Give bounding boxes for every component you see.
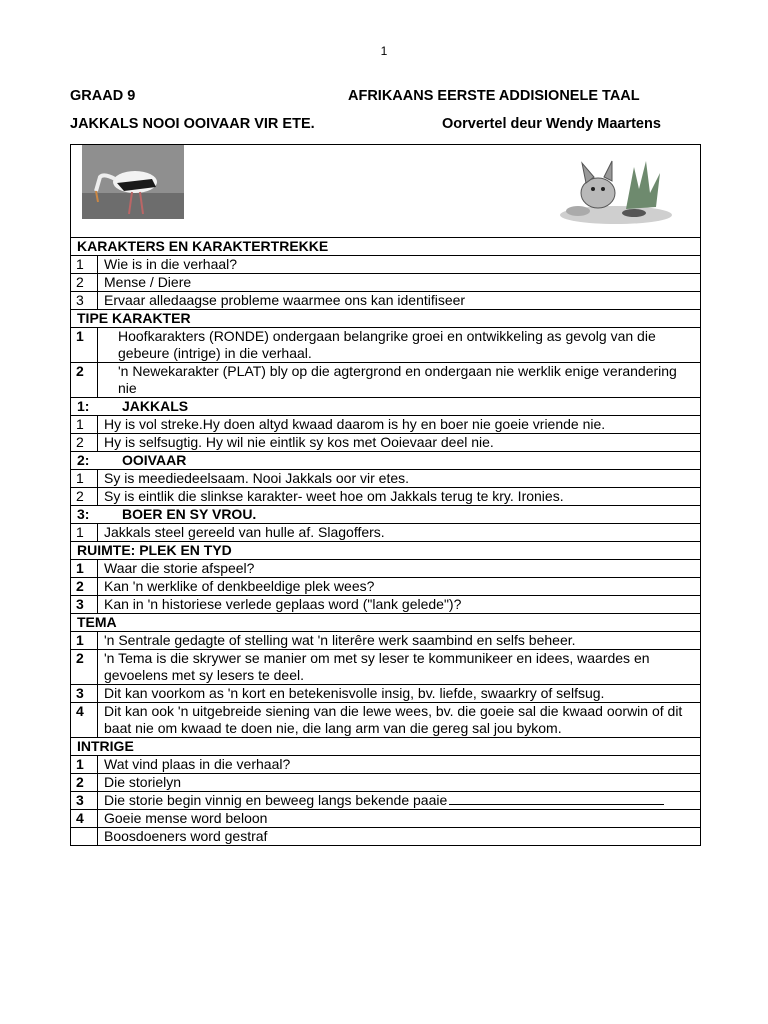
row-text-content: Sy is eintlik die slinkse karakter- weet hoe om Jakkals terug te kry. Ironies. — [104, 488, 564, 504]
section-heading — [71, 738, 700, 756]
row-number: 3 — [71, 596, 98, 613]
row-text-content: Waar die storie afspeel? — [104, 560, 255, 576]
row-number: 2 — [71, 488, 98, 505]
row-text — [98, 363, 700, 397]
subheading-number: 2: — [77, 452, 90, 468]
section-heading-text: KARAKTERS EN KARAKTERTREKKE — [77, 238, 329, 254]
table-row — [71, 560, 700, 578]
page-number: 1 — [380, 44, 388, 58]
table-row — [71, 292, 700, 310]
row-text — [98, 470, 700, 487]
grade-label: GRAAD 9 — [70, 88, 136, 104]
row-text — [98, 774, 700, 791]
row-number: 2 — [71, 434, 98, 451]
stork-photo — [82, 145, 184, 219]
table-row — [71, 828, 700, 845]
section-heading — [71, 614, 700, 632]
row-text-content: Hoofkarakters (RONDE) ondergaan belangrike groei en ontwikkeling as gevolg van die gebeure (intrige) in die verhaal. — [118, 328, 656, 361]
table-row — [71, 632, 700, 650]
table-row — [71, 774, 700, 792]
subject-label: AFRIKAANS EERSTE ADDISIONELE TAAL — [348, 88, 640, 104]
row-text — [98, 756, 700, 773]
row-number: 4 — [71, 810, 98, 827]
notes-table — [70, 144, 701, 846]
row-text — [98, 328, 700, 362]
row-text-content: 'n Tema is die skrywer se manier om met sy leser te kommunikeer en idees, waardes en gevoelens met sy lesers te deel. — [104, 650, 650, 683]
table-row — [71, 650, 700, 685]
row-text — [98, 632, 700, 649]
character-subheading — [71, 398, 700, 416]
row-text — [98, 274, 700, 291]
row-text-content: Mense / Diere — [104, 274, 192, 290]
row-text — [98, 810, 700, 827]
section-heading-text: INTRIGE — [77, 738, 134, 754]
row-text-content: Goeie mense word beloon — [104, 810, 268, 826]
section-heading — [71, 542, 700, 560]
row-text — [98, 578, 700, 595]
row-text-content: Die storie begin vinnig en beweeg langs bekende paaie — [104, 792, 448, 808]
table-row — [71, 792, 700, 810]
row-text-content: Sy is meediedeelsaam. Nooi Jakkals oor vir etes. — [104, 470, 410, 486]
row-text-content: 'n Newekarakter (PLAT) bly op die agtergrond en ondergaan nie werklik enige verandering nie — [118, 363, 677, 396]
table-row — [71, 685, 700, 703]
row-number: 2 — [71, 363, 98, 397]
row-text-content: Die storielyn — [104, 774, 182, 790]
subheading-text: JAKKALS — [122, 398, 189, 414]
row-text-content: Kan in 'n historiese verlede geplaas word ("lank gelede")? — [104, 596, 462, 612]
row-number: 1 — [71, 756, 98, 773]
story-title: JAKKALS NOOI OOIVAAR VIR ETE. — [70, 116, 315, 132]
row-number: 1 — [71, 256, 98, 273]
row-text — [98, 434, 700, 451]
row-text-content: Wat vind plaas in die verhaal? — [104, 756, 291, 772]
author-credit: Oorvertel deur Wendy Maartens — [442, 116, 661, 132]
row-number: 3 — [71, 685, 98, 702]
row-number: 1 — [71, 470, 98, 487]
row-number: 4 — [71, 703, 98, 737]
table-row — [71, 578, 700, 596]
table-row — [71, 416, 700, 434]
row-text-content: Kan 'n werklike of denkbeeldige plek wees? — [104, 578, 375, 594]
row-number: 1 — [71, 416, 98, 433]
row-number: 2 — [71, 578, 98, 595]
image-row — [71, 145, 700, 238]
table-row — [71, 274, 700, 292]
row-number: 3 — [71, 792, 98, 809]
subheading-number: 3: — [77, 506, 90, 522]
table-row — [71, 363, 700, 398]
row-text — [98, 524, 700, 541]
table-row — [71, 756, 700, 774]
section-heading-text: TEMA — [77, 614, 117, 630]
row-number: 2 — [71, 274, 98, 291]
table-row — [71, 488, 700, 506]
row-text-content: Dit kan voorkom as 'n kort en betekenisvolle insig, bv. liefde, swaarkry of selfsug. — [104, 685, 605, 701]
row-text — [98, 292, 700, 309]
row-number — [71, 828, 98, 845]
row-text-content: Wie is in die verhaal? — [104, 256, 238, 272]
row-number: 3 — [71, 292, 98, 309]
row-text — [98, 685, 700, 702]
row-number: 2 — [71, 774, 98, 791]
section-heading — [71, 238, 700, 256]
row-text-content: Dit kan ook 'n uitgebreide siening van die lewe wees, bv. die goeie sal die kwaad oorwin of dit baat nie om kwaad te doen nie, die lang arm van die gereg sal jou bykom. — [104, 703, 683, 736]
row-number: 1 — [71, 328, 98, 362]
row-text-content: Ervaar alledaagse probleme waarmee ons kan identifiseer — [104, 292, 466, 308]
row-text — [98, 792, 700, 809]
table-row — [71, 434, 700, 452]
row-text — [98, 650, 700, 684]
character-subheading — [71, 506, 700, 524]
row-text — [98, 416, 700, 433]
table-row — [71, 810, 700, 828]
table-body — [71, 238, 700, 845]
table-row — [71, 524, 700, 542]
blank-answer-line — [449, 792, 664, 805]
row-text-content: Hy is selfsugtig. Hy wil nie eintlik sy kos met Ooievaar deel nie. — [104, 434, 494, 450]
table-row — [71, 256, 700, 274]
row-text — [98, 703, 700, 737]
table-row — [71, 703, 700, 738]
section-heading-text: RUIMTE: PLEK EN TYD — [77, 542, 232, 558]
row-text-content: 'n Sentrale gedagte of stelling wat 'n literêre werk saambind en selfs beheer. — [104, 632, 576, 648]
table-row — [71, 470, 700, 488]
section-heading-text: TIPE KARAKTER — [77, 310, 191, 326]
row-number: 1 — [71, 560, 98, 577]
row-number: 1 — [71, 632, 98, 649]
jackal-illustration — [556, 149, 674, 225]
subheading-number: 1: — [77, 398, 90, 414]
row-text — [98, 488, 700, 505]
section-heading — [71, 310, 700, 328]
row-text — [98, 256, 700, 273]
character-subheading — [71, 452, 700, 470]
row-number: 2 — [71, 650, 98, 684]
row-text-content: Jakkals steel gereeld van hulle af. Slagoffers. — [104, 524, 385, 540]
row-text-content: Hy is vol streke.Hy doen altyd kwaad daarom is hy en boer nie goeie vriende nie. — [104, 416, 606, 432]
row-text-content: Boosdoeners word gestraf — [104, 828, 268, 844]
row-number: 1 — [71, 524, 98, 541]
subheading-text: OOIVAAR — [122, 452, 187, 468]
table-row — [71, 596, 700, 614]
table-row — [71, 328, 700, 363]
row-text — [98, 596, 700, 613]
row-text — [98, 560, 700, 577]
row-text — [98, 828, 700, 845]
subheading-text: BOER EN SY VROU. — [122, 506, 257, 522]
